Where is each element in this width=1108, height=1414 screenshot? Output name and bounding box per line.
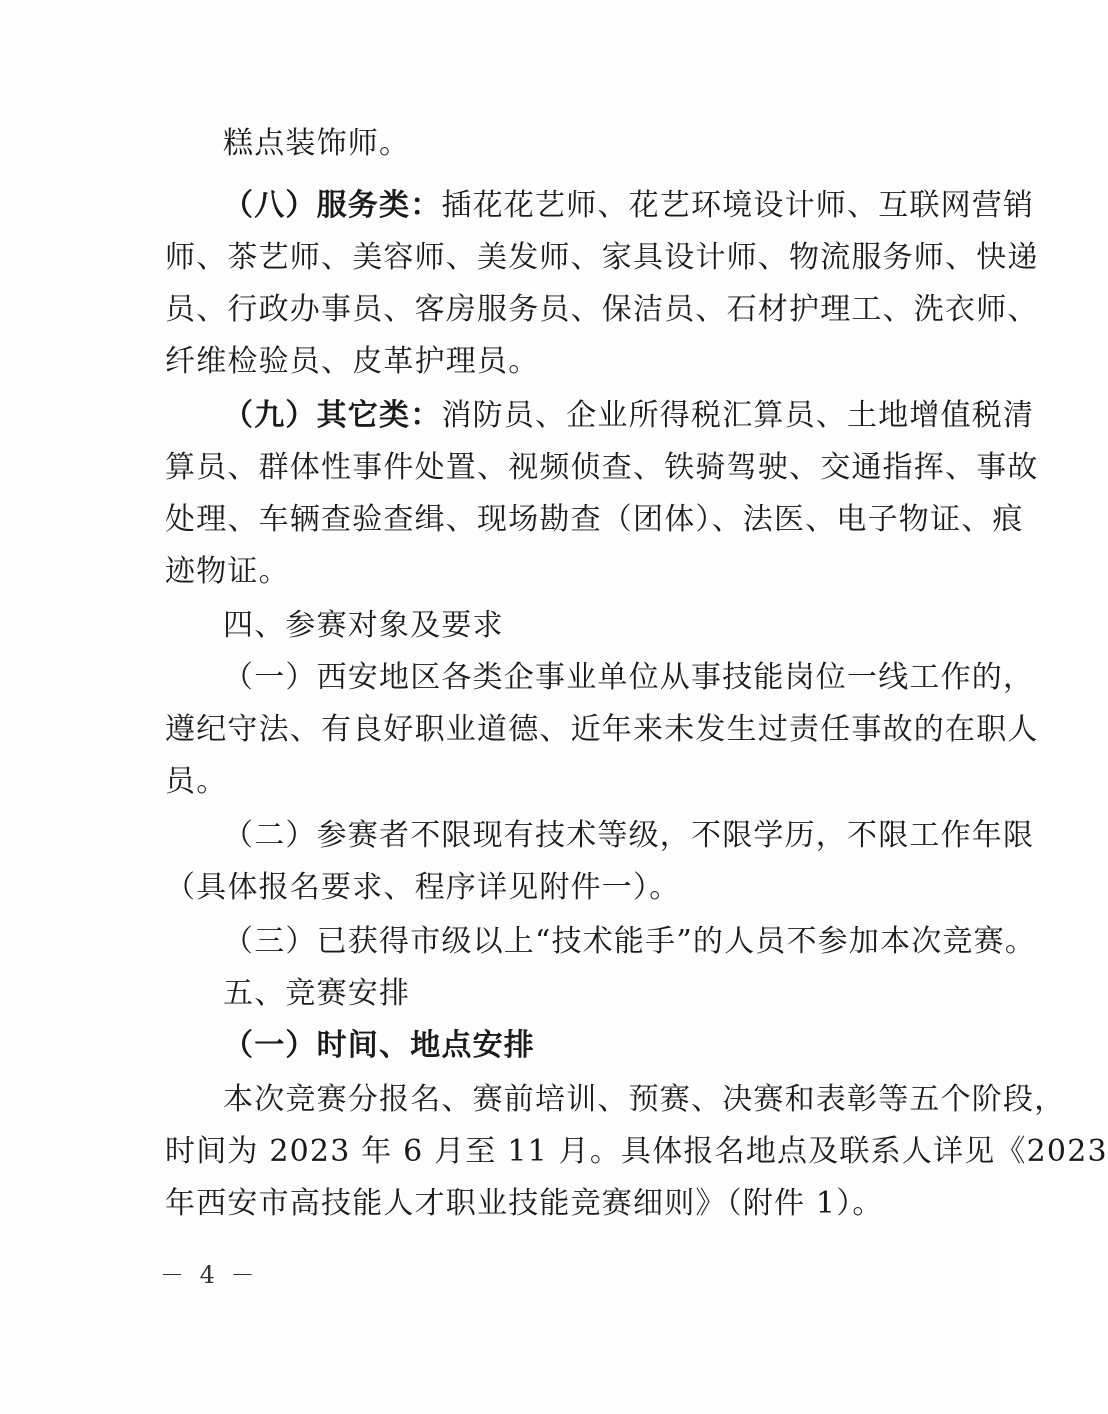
text-line: 纤维检验员、皮革护理员。 [165, 344, 540, 379]
text-line: 师、茶艺师、美容师、美发师、家具设计师、物流服务师、快递 [165, 240, 1039, 275]
section-heading-participants: 四、参赛对象及要求 [223, 608, 504, 643]
category-label-service: （八）服务类： [223, 188, 442, 223]
paragraph-other-category [223, 394, 1034, 438]
text-line: （一）西安地区各类企事业单位从事技能岗位一线工作的， [223, 660, 1035, 695]
text-line: 算员、群体性事件处置、视频侦查、铁骑驾驶、交通指挥、事故 [165, 450, 1039, 485]
text-line: （三）已获得市级以上“技术能手”的人员不参加本次竞赛。 [223, 924, 1037, 959]
text-line: （二）参赛者不限现有技术等级，不限学历，不限工作年限 [223, 818, 1035, 853]
category-label-other: （九）其它类： [223, 398, 442, 433]
page-number: － 4 － [160, 1261, 259, 1289]
text-line: 插花花艺师、花艺环境设计师、互联网营销 [441, 188, 1035, 223]
text-line: 员、行政办事员、客房服务员、保洁员、石材护理工、洗衣师、 [165, 292, 1039, 327]
text-line: 消防员、企业所得税汇算员、土地增值税清 [441, 398, 1035, 433]
text-line: 迹物证。 [165, 554, 290, 589]
section-heading-arrangement: 五、竞赛安排 [223, 976, 411, 1011]
subsection-heading-time-place: （一）时间、地点安排 [223, 1028, 535, 1063]
text-line: （具体报名要求、程序详见附件一）。 [165, 870, 681, 905]
text-line: 员。 [165, 764, 228, 799]
text-line: 时间为 2023 年 6 月至 11 月。具体报名地点及联系人详见《2023 [165, 1134, 1108, 1169]
text-line: 年西安市高技能人才职业技能竞赛细则》（附件 1）。 [165, 1186, 884, 1221]
paragraph-service-category [223, 184, 1034, 228]
text-line: 本次竞赛分报名、赛前培训、预赛、决赛和表彰等五个阶段， [223, 1082, 1066, 1117]
text-line: 遵纪守法、有良好职业道德、近年来未发生过责任事故的在职人 [165, 712, 1039, 747]
text-line: 糕点装饰师。 [223, 126, 411, 161]
text-line: 处理、车辆查验查缉、现场勘查（团体）、法医、电子物证、痕 [165, 502, 1024, 537]
